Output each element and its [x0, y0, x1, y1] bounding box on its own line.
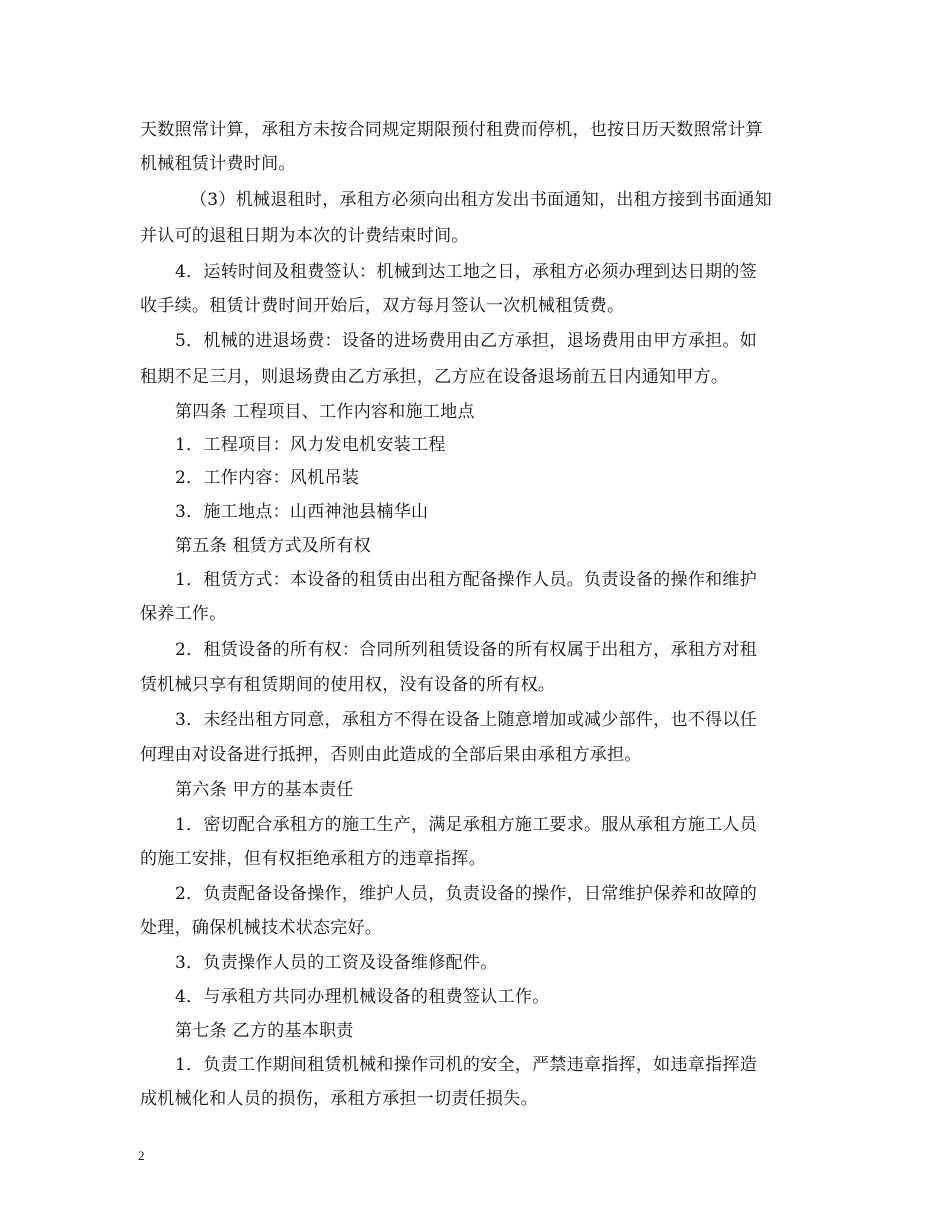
- section-heading: 第五条 租赁方式及所有权: [175, 536, 372, 556]
- text-line: 4．与承租方共同办理机械设备的租费签认工作。: [175, 987, 550, 1007]
- page-number: 2: [138, 1148, 145, 1163]
- text-line: 租期不足三月，则退场费由乙方承担，乙方应在设备退场前五日内通知甲方。: [140, 367, 729, 387]
- text-line: 2．工作内容：风机吊装: [175, 468, 360, 488]
- text-line: 天数照常计算，承租方未按合同规定期限预付租费而停机，也按日历天数照常计算: [140, 120, 763, 140]
- text-line: 何理由对设备进行抵押，否则由此造成的全部后果由承租方承担。: [140, 745, 642, 765]
- text-line: 保养工作。: [140, 604, 227, 624]
- text-line: 并认可的退租日期为本次的计费结束时间。: [140, 226, 469, 246]
- text-line: 收手续。租赁计费时间开始后，双方每月签认一次机械租赁费。: [140, 296, 625, 316]
- text-line: 2．负责配备设备操作，维护人员，负责设备的操作，日常维护保养和故障的: [175, 884, 758, 904]
- text-line: 机械租赁计费时间。: [140, 154, 296, 174]
- text-line: 3．未经出租方同意，承租方不得在设备上随意增加或减少部件，也不得以任: [175, 710, 758, 730]
- text-line: 成机械化和人员的损伤，承租方承担一切责任损失。: [140, 1089, 538, 1109]
- section-heading: 第七条 乙方的基本职责: [175, 1021, 354, 1041]
- text-line: 3．施工地点：山西神池县楠华山: [175, 502, 429, 522]
- text-line: 5．机械的进退场费：设备的进场费用由乙方承担，退场费用由甲方承担。如: [175, 331, 758, 351]
- text-line: 2．租赁设备的所有权：合同所列租赁设备的所有权属于出租方，承租方对租: [175, 640, 758, 660]
- text-line: 1．负责工作期间租赁机械和操作司机的安全，严禁违章指挥，如违章指挥造: [175, 1055, 758, 1075]
- text-line: 4．运转时间及租费签认：机械到达工地之日，承租方必须办理到达日期的签: [175, 262, 758, 282]
- text-line: 1．密切配合承租方的施工生产，满足承租方施工要求。服从承租方施工人员: [175, 815, 758, 835]
- text-line: 1．租赁方式：本设备的租赁由出租方配备操作人员。负责设备的操作和维护: [175, 570, 758, 590]
- text-line: 3．负责操作人员的工资及设备维修配件。: [175, 953, 498, 973]
- text-line: 赁机械只享有租赁期间的使用权，没有设备的所有权。: [140, 675, 556, 695]
- section-heading: 第四条 工程项目、工作内容和施工地点: [175, 402, 475, 422]
- section-heading: 第六条 甲方的基本责任: [175, 780, 354, 800]
- text-line: 1．工程项目：风力发电机安装工程: [175, 435, 446, 455]
- text-line: 处理，确保机械技术状态完好。: [140, 918, 383, 938]
- text-line: （3）机械退租时，承租方必须向出租方发出书面通知，出租方接到书面通知: [190, 190, 773, 210]
- text-line: 的施工安排，但有权拒绝承租方的违章指挥。: [140, 849, 486, 869]
